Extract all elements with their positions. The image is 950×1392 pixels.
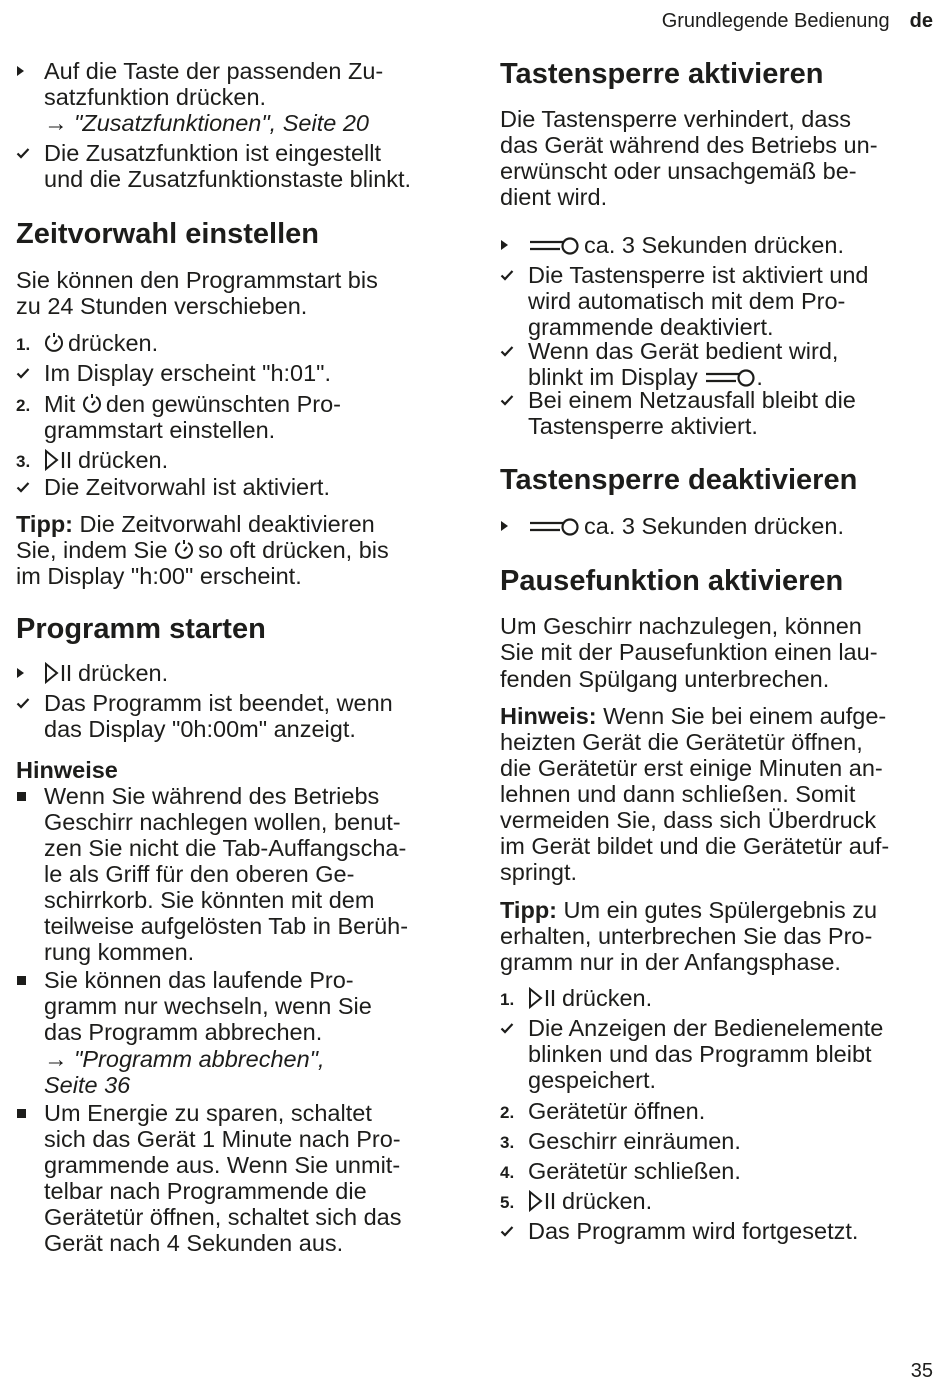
timer-icon (44, 332, 64, 360)
hint-line: vermeiden Sie, dass sich Überdruck (500, 807, 877, 833)
paragraph-line: erwünscht oder unsachgemäß be- (500, 158, 857, 184)
tip-line: erhalten, unterbrechen Sie das Pro- (500, 923, 873, 949)
note-text: Gerätetür öffnen, schaltet sich das (44, 1204, 402, 1230)
paragraph-line: das Gerät während des Betriebs un- (500, 132, 878, 158)
square-bullet-icon (16, 783, 40, 809)
key-lock-icon (528, 516, 580, 543)
note-text: schirrkorb. Sie könnten mit dem (44, 887, 375, 913)
paragraph-line: dient wird. (500, 184, 608, 210)
result-text: gespeichert. (528, 1067, 657, 1093)
section-heading: Tastensperre aktivieren (500, 58, 824, 90)
square-bullet-icon (16, 1100, 40, 1126)
notes-heading: Hinweise (16, 757, 118, 783)
note-text: telbar nach Programmende die (44, 1178, 367, 1204)
arrow-right-icon: → (44, 1046, 75, 1072)
result-text: das Display "0h:00m" anzeigt. (44, 716, 356, 742)
start-pause-icon (44, 449, 74, 477)
section-heading: Pausefunktion aktivieren (500, 565, 844, 597)
page-header (662, 9, 933, 33)
note-text: Geschirr nachlegen wollen, benut- (44, 809, 401, 835)
note-text: rung kommen. (44, 939, 195, 965)
result-text: grammende deaktiviert. (528, 314, 774, 340)
paragraph-line: Um Geschirr nachzulegen, können (500, 613, 862, 639)
language-code: de (909, 10, 933, 32)
hint-line: Hinweis: Wenn Sie bei einem aufge- (500, 703, 887, 729)
section-heading: Zeitvorwahl einstellen (16, 218, 319, 250)
triangle-bullet-icon (16, 58, 40, 84)
note-text: Gerät nach 4 Sekunden aus. (44, 1230, 344, 1256)
hint-line: die Gerätetür erst einige Minuten an- (500, 755, 883, 781)
note-text: sich das Gerät 1 Minute nach Pro- (44, 1126, 401, 1152)
section-heading: Tastensperre deaktivieren (500, 464, 858, 496)
hint-line: lehnen und dann schließen. Somit (500, 781, 856, 807)
check-icon (500, 338, 524, 364)
check-icon (500, 387, 524, 413)
triangle-bullet-icon (500, 232, 524, 258)
note-text: le als Griff für den oberen Ge- (44, 861, 355, 887)
hint-line: heizten Gerät die Gerätetür öffnen, (500, 729, 863, 755)
step-text: satzfunktion drücken. (44, 84, 267, 110)
result-text: blinken und das Programm bleibt (528, 1041, 872, 1067)
tip-line: Tipp: Um ein gutes Spülergebnis zu (500, 897, 878, 923)
section-heading: Programm starten (16, 613, 266, 645)
result-text: Tastensperre aktiviert. (528, 413, 758, 439)
hint-line: im Gerät bildet und die Gerätetür auf- (500, 833, 890, 859)
note-text: teilweise aufgelösten Tab in Berüh- (44, 913, 409, 939)
hint-line: springt. (500, 859, 578, 885)
arrow-right-icon: → (44, 110, 75, 136)
cross-reference-page[interactable]: Seite 36 (44, 1072, 131, 1098)
section-title: Grundlegende Bedienung (661, 10, 890, 32)
check-icon (16, 360, 40, 386)
note-text: das Programm abbrechen. (44, 1019, 323, 1045)
tip-line: Sie, indem Sie so oft drücken, bis (16, 537, 456, 567)
cross-reference[interactable]: → "Programm abbrechen", (44, 1046, 325, 1072)
start-pause-icon (44, 662, 74, 690)
check-icon (500, 1015, 524, 1041)
step-text: grammstart einstellen. (44, 417, 276, 443)
paragraph-line: Sie mit der Pausefunktion einen lau- (500, 639, 878, 665)
note-text: zen Sie nicht die Tab-Auffangscha- (44, 835, 407, 861)
note-text: gramm nur wechseln, wenn Sie (44, 993, 372, 1019)
tip-line: Tipp: Die Zeitvorwahl deaktivieren (16, 511, 375, 537)
check-icon (16, 690, 40, 716)
start-pause-icon (528, 1190, 558, 1218)
triangle-bullet-icon (500, 513, 524, 539)
check-icon (500, 1218, 524, 1244)
key-lock-icon (528, 235, 580, 262)
note-text: grammende aus. Wenn Sie unmit- (44, 1152, 401, 1178)
paragraph-line: zu 24 Stunden verschieben. (16, 293, 308, 319)
tip-line: gramm nur in der Anfangsphase. (500, 949, 841, 975)
result-text: wird automatisch mit dem Pro- (528, 288, 846, 314)
triangle-bullet-icon (16, 660, 40, 686)
result-text: und die Zusatzfunktionstaste blinkt. (44, 166, 412, 192)
check-icon (500, 262, 524, 288)
cross-reference[interactable]: → "Zusatzfunktionen", Seite 20 (44, 110, 369, 136)
check-icon (16, 140, 40, 166)
paragraph-line: Die Tastensperre verhindert, dass (500, 106, 851, 132)
start-pause-icon (528, 987, 558, 1015)
result-text: blinkt im Display . (528, 364, 936, 394)
paragraph-line: fenden Spülgang unterbrechen. (500, 666, 830, 692)
page-number: 35 (910, 1360, 933, 1382)
paragraph-line: Sie können den Programmstart bis (16, 267, 378, 293)
check-icon (16, 474, 40, 500)
square-bullet-icon (16, 967, 40, 993)
tip-line: im Display "h:00" erscheint. (16, 563, 302, 589)
